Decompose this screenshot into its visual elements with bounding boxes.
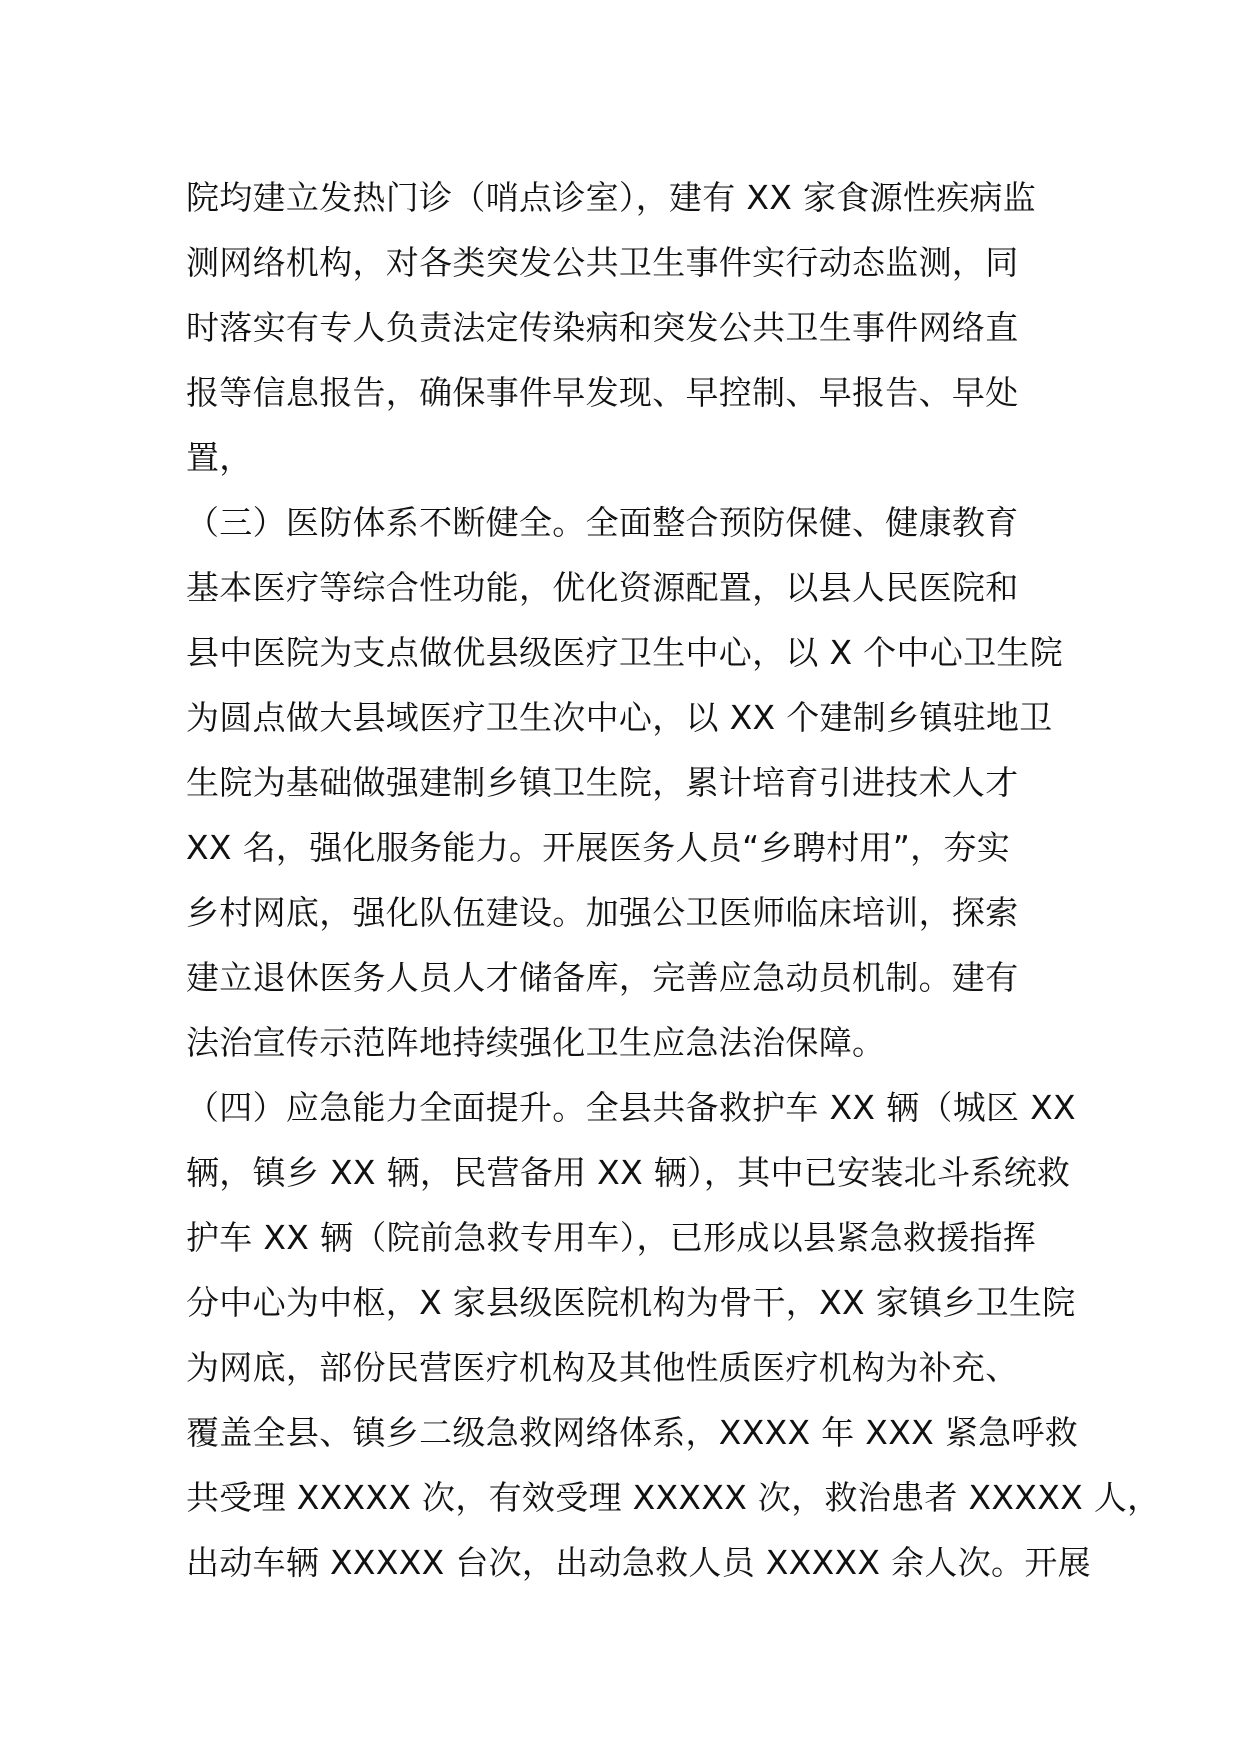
text-line: 为圆点做大县域医疗卫生次中心，以 XX 个建制乡镇驻地卫 [186, 698, 1053, 737]
text-line: 生院为基础做强建制乡镇卫生院，累计培育引进技术人才 [186, 763, 1019, 802]
text-line: 基本医疗等综合性功能，优化资源配置，以县人民医院和 [186, 568, 1019, 607]
section-heading-line: （四）应急能力全面提升。全县共备救护车 XX 辆（城区 XX [186, 1088, 1076, 1127]
text-line: 时落实有专人负责法定传染病和突发公共卫生事件网络直 [186, 308, 1019, 347]
text-line: 建立退休医务人员人才储备库，完善应急动员机制。建有 [186, 958, 1019, 997]
text-line: 共受理 XXXXX 次，有效受理 XXXXX 次，救治患者 XXXXX 人， [186, 1478, 1161, 1517]
text-line: 覆盖全县、镇乡二级急救网络体系，XXXX 年 XXX 紧急呼救 [186, 1413, 1079, 1452]
text-line: 乡村网底，强化队伍建设。加强公卫医师临床培训，探索 [186, 893, 1019, 932]
text-line: 置， [186, 438, 253, 477]
text-line: 分中心为中枢，X 家县级医院机构为骨干，XX 家镇乡卫生院 [186, 1283, 1076, 1322]
text-line: 护车 XX 辆（院前急救专用车），已形成以县紧急救援指挥 [186, 1218, 1037, 1257]
text-line: 院均建立发热门诊（哨点诊室），建有 XX 家食源性疾病监 [186, 178, 1037, 217]
text-line: 为网底，部份民营医疗机构及其他性质医疗机构为补充、 [186, 1348, 1019, 1387]
text-line: XX 名，强化服务能力。开展医务人员“乡聘村用”，夯实 [186, 828, 1010, 867]
text-line: 辆，镇乡 XX 辆，民营备用 XX 辆），其中已安装北斗系统救 [186, 1153, 1071, 1192]
text-line: 出动车辆 XXXXX 台次，出动急救人员 XXXXX 余人次。开展 [186, 1543, 1091, 1582]
text-line: 法治宣传示范阵地持续强化卫生应急法治保障。 [186, 1023, 886, 1062]
text-line: 报等信息报告，确保事件早发现、早控制、早报告、早处 [186, 373, 1019, 412]
section-heading-line: （三）医防体系不断健全。全面整合预防保健、健康教育 [186, 503, 1019, 542]
text-line: 测网络机构，对各类突发公共卫生事件实行动态监测，同 [186, 243, 1019, 282]
text-line: 县中医院为支点做优县级医疗卫生中心，以 X 个中心卫生院 [186, 633, 1063, 672]
document-body [186, 165, 1161, 1595]
